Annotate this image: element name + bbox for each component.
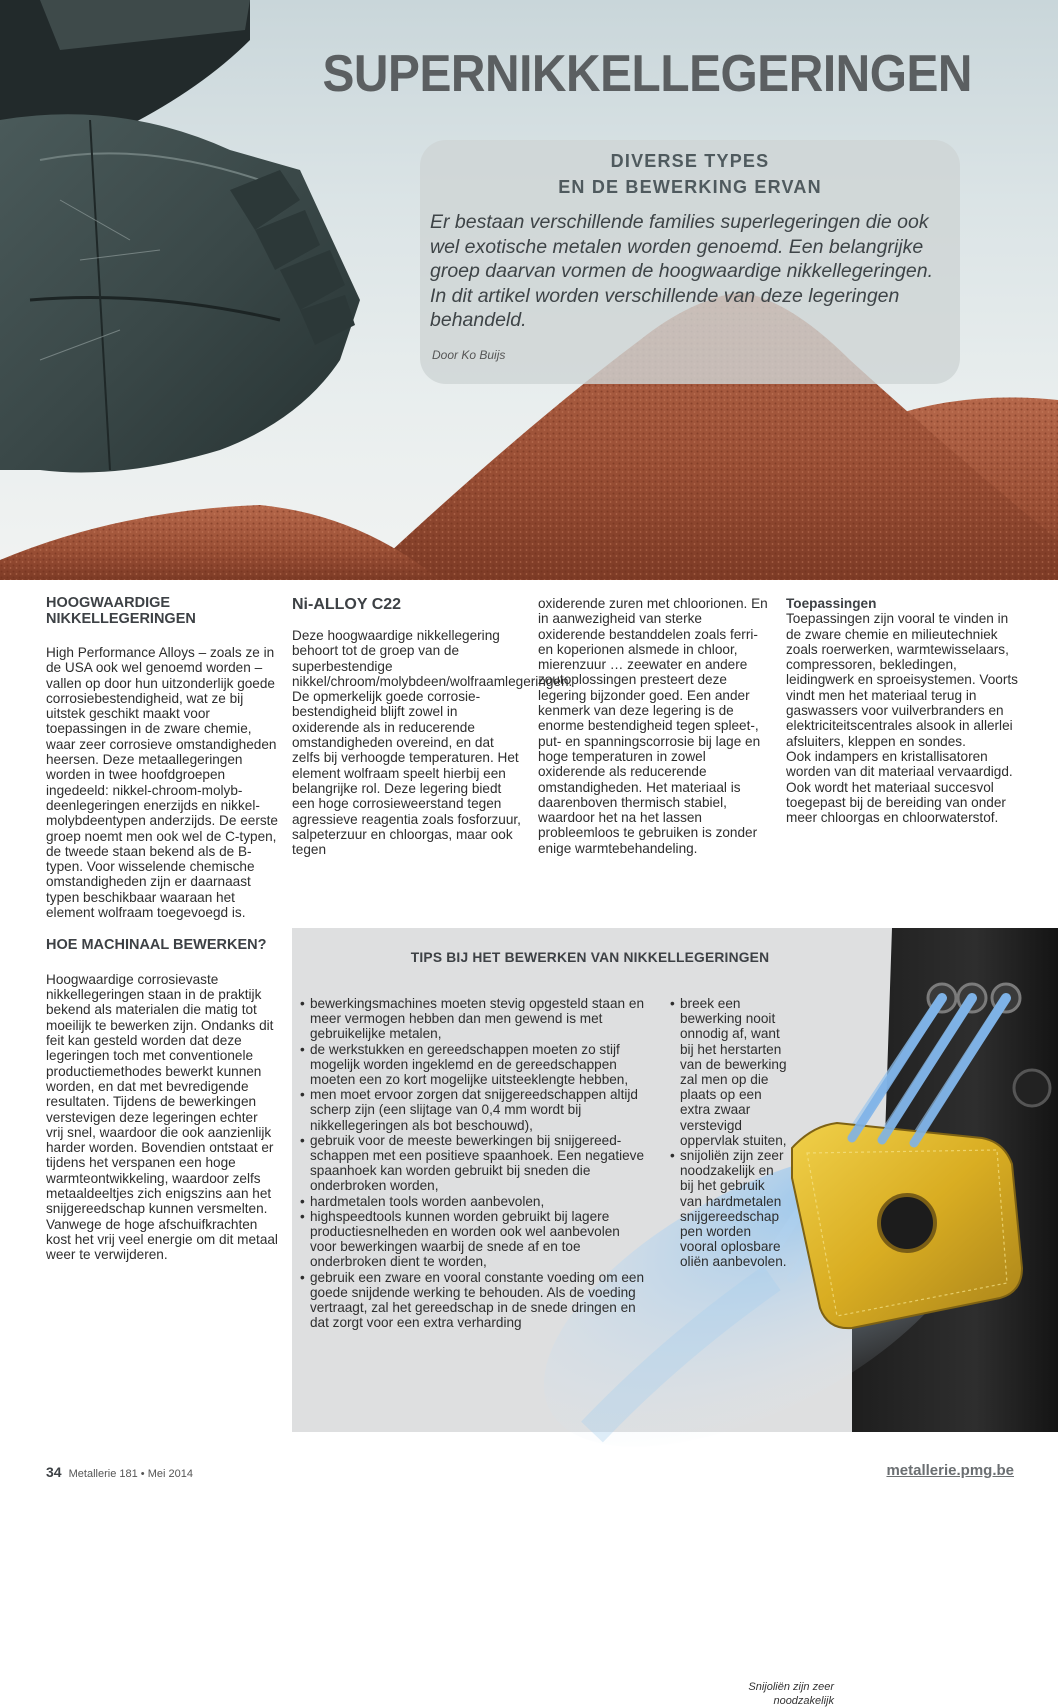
section-heading-nickel-alloys: HOOGWAARDIGE NIKKELLEGERINGEN bbox=[46, 595, 196, 627]
section-heading-alloy-c22: Ni-ALLOY C22 bbox=[292, 596, 402, 613]
tip-item: • hardmetalen tools worden aanbevolen, bbox=[300, 1194, 650, 1209]
column-4 bbox=[786, 596, 1022, 825]
section-heading-machining: HOE MACHINAAL BEWERKEN? bbox=[46, 937, 267, 954]
tips-title: TIPS BIJ HET BEWERKEN VAN NIKKELLEGERINGEN bbox=[410, 950, 770, 965]
tips-list-right bbox=[670, 996, 788, 1270]
page-number: 34 bbox=[46, 1464, 62, 1480]
subtitle bbox=[420, 148, 960, 200]
tip-item: • bewerkingsmachines moeten stevig opgesteld staan en meer vermogen hebben dan men gewend is met gebruikelijke metalen, bbox=[300, 996, 650, 1042]
footer-left bbox=[46, 1464, 193, 1480]
paragraph-alloy-c22: Deze hoogwaardige nikkellegering behoort tot de groep van de superbestendige nikkel/chroom/molybdeen/wolfraamlegeringen. De opmerkelijk goede corrosiebestendigheid blijft zowel in oxiderende als in reducerende omstandigheden overeind, en dat zelfs bij verhoogde temperaturen. Het element wolfraam speelt hierbij een belangrijke rol. Deze legering biedt een hoge corrosieweerstand tegen agressieve reagentia zoals fosforzuur, salpeterzuur en chloorgas, maar ook tegen bbox=[292, 628, 573, 858]
lead-paragraph: Er bestaan verschillende families superlegeringen die ook wel exotische metalen worden genoemd. Een belangrijke groep daarvan vormen de hoogwaardige nikkellegeringen. In dit artikel worden verschillende van deze legeringen behandeld. bbox=[430, 211, 934, 331]
hero-image bbox=[0, 0, 1058, 580]
tip-item: • highspeedtools kunnen worden gebruikt bij lagere productiesnelheden en worden ook wel aanbevolen voor bewerkingen waarbij de snede af en toe onderbroken dient te worden, bbox=[300, 1209, 650, 1270]
tip-item: • men moet ervoor zorgen dat snijgereedschappen altijd scherp zijn (een slijtage van 0,4 mm wordt bij nikkellegeringen als bot beschouwd), bbox=[300, 1087, 650, 1133]
issue-info: Metallerie 181 • Mei 2014 bbox=[68, 1468, 193, 1480]
column-2 bbox=[292, 596, 573, 858]
tip-item: • snijoliën zijn zeer noodzakelijk en bij het gebruik van hardmetalen snijgereedschap pen worden vooral oplosbare oliën aanbevolen. bbox=[670, 1148, 788, 1270]
tip-item: • gebruik een zware en vooral constante voeding om een goede snijdende werking te behouden. Als de voeding vertraagt, zal het gereedschap in de snede dringen en dat zorgt voor een extra verharding bbox=[300, 1270, 650, 1331]
paragraph-machining: Hoogwaardige corrosievaste nikkellegeringen staan in de praktijk bekend als materialen die matig tot moeilijk te bewerken zijn. Ondanks dit feit kan gesteld worden dat deze legeringen toch met conventionele productiemethodes bewerkt kunnen worden, en dat met bevredigende resultaten. Tijdens de bewerkingen verstevigen deze legeringen echter vrij snel, waardoor die ook aanzienlijk harder worden. Bovendien ontstaat er tijdens het verspanen een hoge warmteontwikkeling, waardoor zelfs metaaldeeltjes zich enigszins aan het snijgereedschap kunnen versmelten. Vanwege de hoge afschuifkrachten kost het vrij veel energie om dit metaal weer te verwijderen. bbox=[46, 971, 278, 1263]
paragraph-nickel-alloys: High Performance Alloys – zoals ze in de USA ook wel genoemd worden – vallen op door hun uitzonderlijk goede corrosiebestendigheid, wat ze bij uitstek geschikt maakt voor toepassingen in de zware chemie, waar zeer corrosieve omstandigheden heersen. Deze metaallegeringen worden in twee hoofdgroepen ingedeeld: nikkel-chroom-molybdeenlegeringen enerzijds en nikkel-molybdeentypen anderzijds. De eerste groep noemt men ook wel de C-typen, de tweede staan bekend als de B-typen. Voor wisselende chemische omstandigheden zijn er daarnaast typen beschikbaar waaraan het element wolfraam toegevoegd is. bbox=[46, 645, 278, 921]
image-caption: Snijoliën zijn zeer noodzakelijk bbox=[748, 1681, 834, 1707]
paragraph-alloy-c22-continued: oxiderende zuren met chloorionen. En in aanwezigheid van sterke oxiderende bestanddelen zoals ferri- en koperionen alsmede in chloor, mierenzuur … zeewater en andere zoutoplossingen presteert deze legering bijzonder goed. Een ander kenmerk van deze legering is de enorme bestendigheid tegen spleet-, put- en spanningscorrosie bij lage en hoge temperaturen in zowel oxiderende als reducerende omstandigheden. Het materiaal is daarenboven thermisch stabiel, waardoor het na het lassen probleemloos te gebruiken is zonder enige warmtebehandeling. bbox=[538, 596, 768, 856]
byline: Door Ko Buijs bbox=[432, 348, 506, 362]
subtitle-line-1: DIVERSE TYPES bbox=[610, 151, 770, 171]
subtitle-line-2: EN DE BEWERKING ERVAN bbox=[558, 177, 822, 197]
column-3 bbox=[538, 596, 770, 856]
tip-item: • de werkstukken en gereedschappen moeten zo stijf mogelijk worden ingeklemd en de gereedschappen moeten een zo kort mogelijke uitsteeklengte hebben, bbox=[300, 1042, 650, 1088]
tip-item: • gebruik voor de meeste bewerkingen bij snijgereedschappen met een positieve spaanhoek. Een negatieve spaanhoek kan worden gebruikt bij sneden die onderbroken worden, bbox=[300, 1133, 650, 1194]
section-heading-applications: Toepassingen bbox=[786, 596, 877, 611]
paragraph-applications-1: Toepassingen zijn vooral te vinden in de zware chemie en milieutechniek zoals roerwerken, warmtewisselaars, compressoren, bekledingen, leidingwerk en sproeisystemen. Voorts vindt men het materiaal terug in gaswassers voor vuilverbranders en elektriciteitscentrales alsook in allerlei afsluiters, kleppen en sondes. bbox=[786, 611, 1018, 749]
tips-list-left bbox=[300, 996, 650, 1330]
website-link[interactable]: metallerie.pmg.be bbox=[886, 1462, 1014, 1479]
intro-box bbox=[420, 140, 960, 384]
column-1 bbox=[46, 596, 278, 1262]
tip-item: • breek een bewerking nooit onnodig af, want bij het herstarten van de bewerking zal men op die plaats op een extra zwaar verstevigd oppervlak stuiten, bbox=[670, 996, 788, 1148]
paragraph-applications-2: Ook indampers en kristallisatoren worden van dit materiaal vervaardigd. Ook wordt het materiaal succesvol toegepast bij de bereiding van onder meer chloorgas en chloorwaterstof. bbox=[786, 748, 1013, 826]
page-title: SUPERNIKKELLEGERINGEN bbox=[322, 45, 972, 103]
